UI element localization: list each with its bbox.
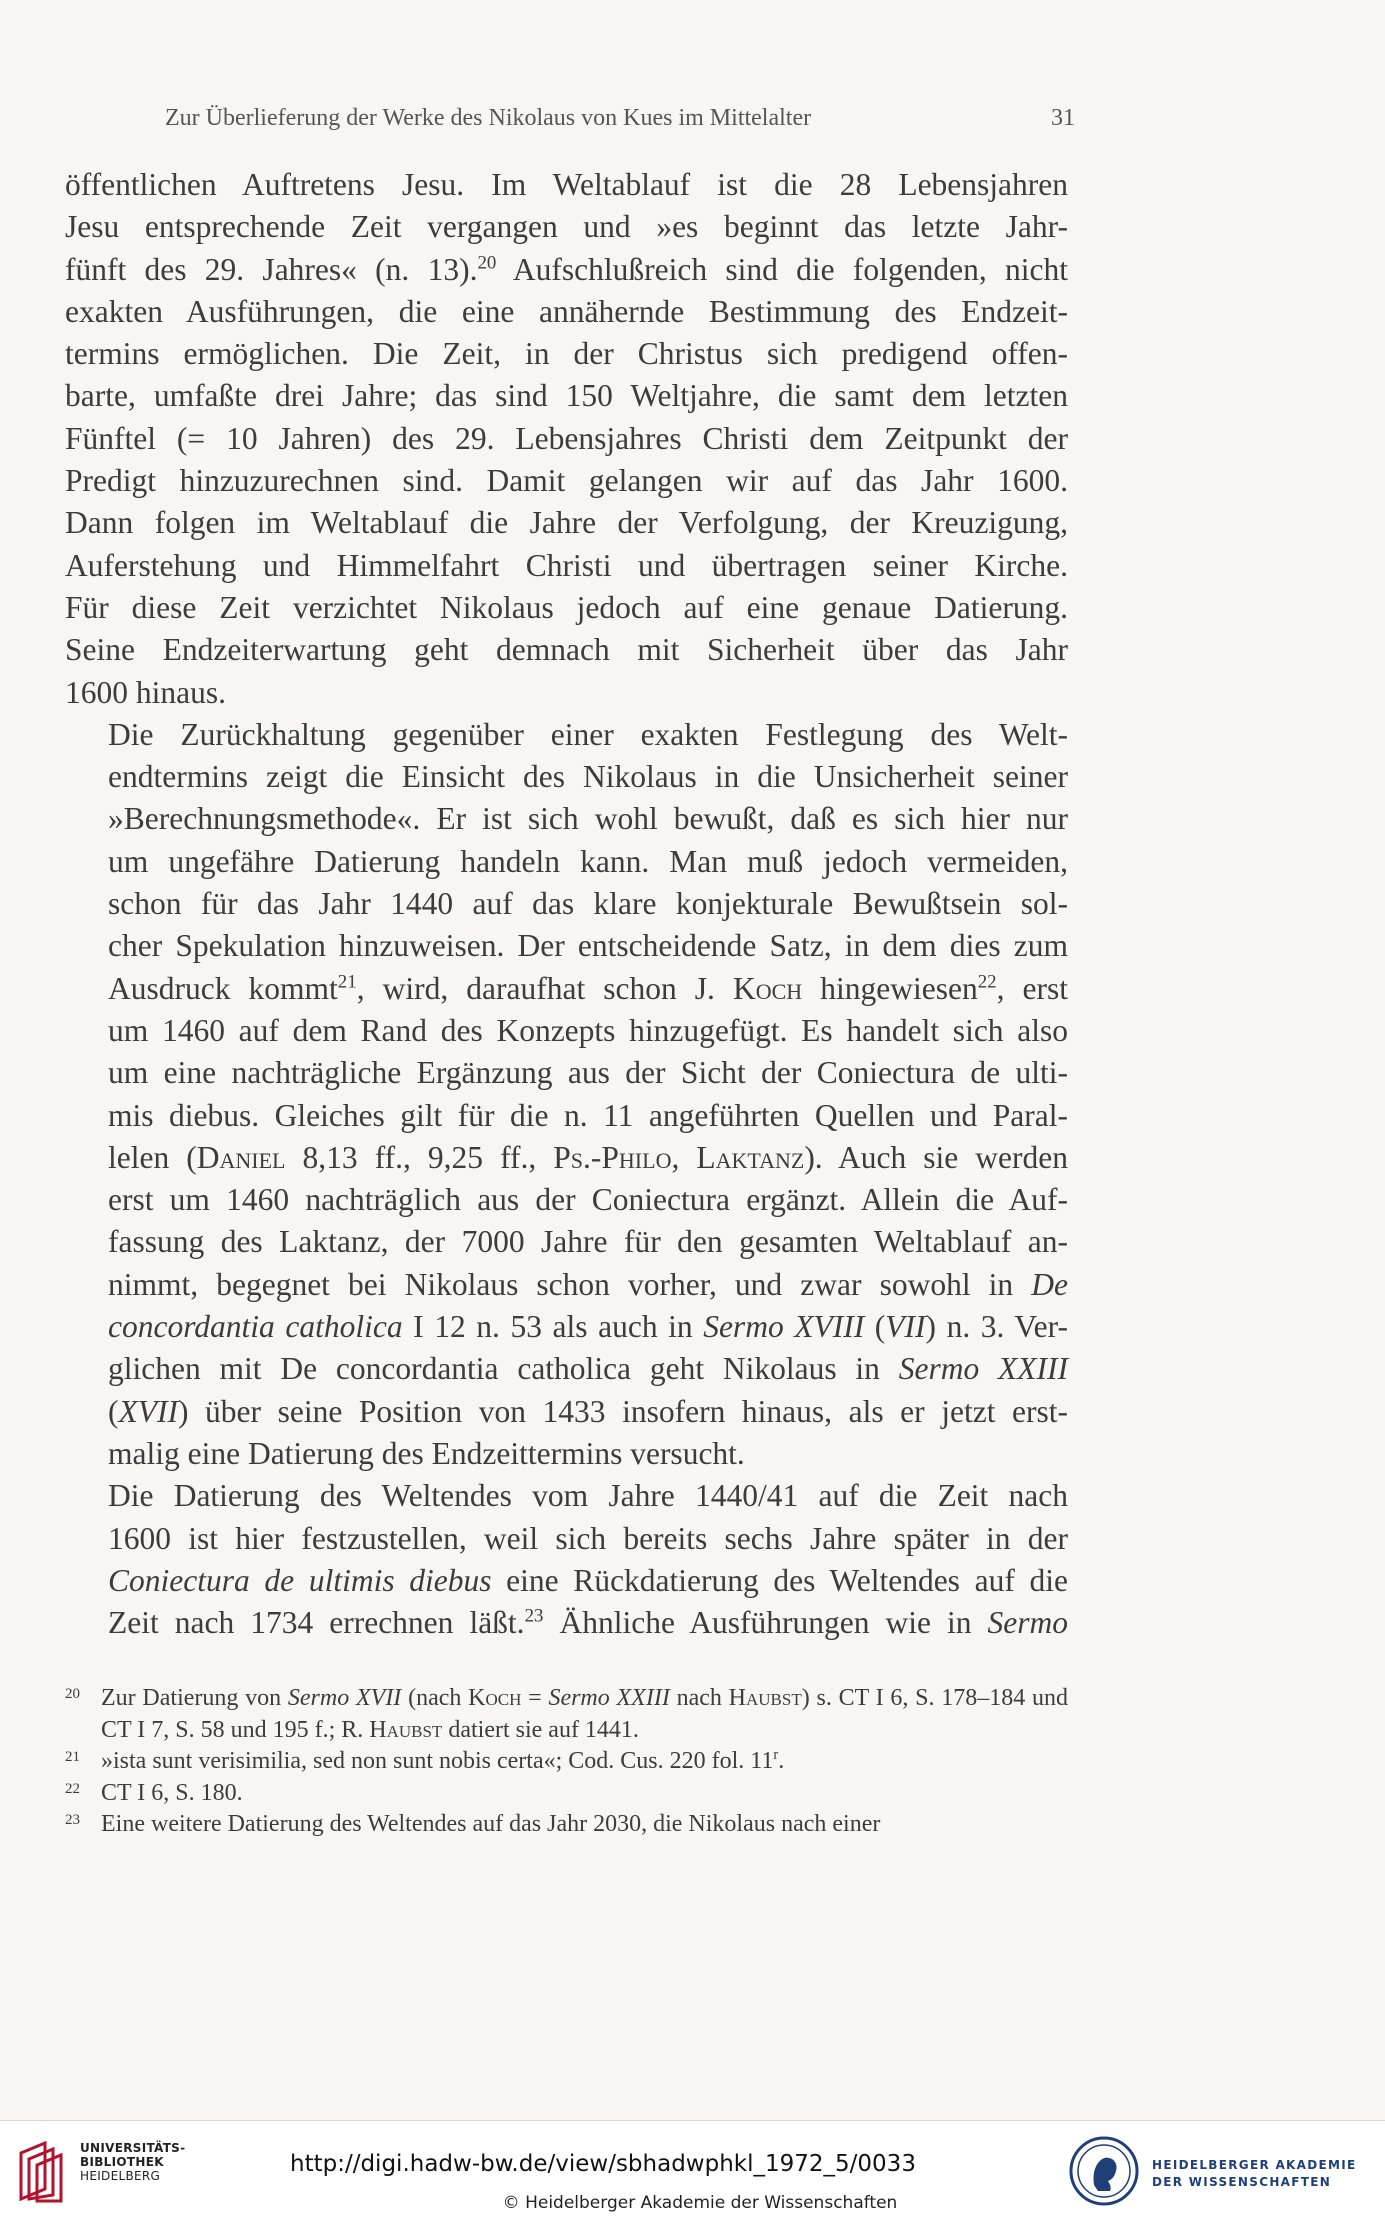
footnote-number: 23 (65, 1812, 80, 1828)
digitization-footer (0, 2120, 1385, 2220)
text-line: 1600 ist hier festzustellen, weil sich bereits sechs Jahre später in der (108, 1520, 1068, 1556)
text-line: malig eine Datierung des Endzeittermins versucht. (108, 1435, 745, 1471)
text-line: Predigt hinzuzurechnen sind. Damit gelangen wir auf das Jahr 1600. (65, 463, 1068, 499)
text-line: (XVII) über seine Position von 1433 insofern hinaus, als er jetzt erst- (108, 1393, 1068, 1429)
text-line: endtermins zeigt die Einsicht des Nikolaus in die Unsicherheit seiner (108, 759, 1068, 795)
copyright-notice: © Heidelberger Akademie der Wissenschaften (502, 2193, 898, 2213)
academy-seal-icon[interactable] (1068, 2135, 1140, 2207)
footnote-ref-21[interactable]: 21 (337, 971, 357, 993)
footnote-number: 21 (65, 1749, 80, 1765)
text-line: 1600 hinaus. (65, 674, 226, 710)
page-number: 31 (1051, 105, 1075, 131)
academy-name: HEIDELBERGER AKADEMIE DER WISSENSCHAFTEN (1152, 2158, 1357, 2189)
text-line: Ausdruck kommt$^{21}$, wird, daraufhat schon J. Koch hingewiesen$^{22}$, erst (108, 970, 1069, 1006)
footnotes (65, 1683, 1068, 1841)
text-line: um ungefähre Datierung handeln kann. Man muß jedoch vermeiden, (108, 843, 1068, 879)
text-line: Jesu entsprechende Zeit vergangen und »es beginnt das letzte Jahr- (65, 209, 1068, 245)
text-line: erst um 1460 nachträglich aus der Coniectura ergänzt. Allein die Auf- (108, 1182, 1068, 1218)
text-line: mis diebus. Gleiches gilt für die n. 11 angeführten Quellen und Paral- (108, 1097, 1068, 1133)
text-line: Zeit nach 1734 errechnen läßt.$^{23}$ Ähnliche Ausführungen wie in Sermo (108, 1605, 1069, 1641)
permalink-url[interactable]: http://digi.hadw-bw.de/view/sbhadwphkl_1972_5/0033 (290, 2151, 916, 2177)
text-line: Die Datierung des Weltendes vom Jahre 1440/41 auf die Zeit nach (108, 1478, 1068, 1514)
footnote-number: 20 (65, 1686, 80, 1702)
text-line: um eine nachträgliche Ergänzung aus der Sicht der Coniectura de ulti- (108, 1055, 1068, 1091)
text-line: Seine Endzeiterwartung geht demnach mit Sicherheit über das Jahr (65, 632, 1068, 668)
text-line: »Berechnungsmethode«. Er ist sich wohl bewußt, daß es sich hier nur (108, 801, 1068, 837)
footnote-number: 22 (65, 1780, 80, 1797)
university-library-logo-icon[interactable] (15, 2139, 73, 2203)
text-line: öffentlichen Auftretens Jesu. Im Weltablauf ist die 28 Lebensjahren (65, 167, 1068, 202)
text-line: nimmt, begegnet bei Nikolaus schon vorher, und zwar sowohl in De (108, 1266, 1068, 1302)
footnote-22: 22 CT I 6, S. 180. (65, 1778, 1068, 1810)
text-line: schon für das Jahr 1440 auf das klare konjekturale Bewußtsein sol- (108, 886, 1068, 922)
text-line: cher Spekulation hinzuweisen. Der entscheidende Satz, in dem dies zum (108, 928, 1068, 964)
paragraph-2 (65, 714, 1068, 1475)
paragraph-1 (65, 164, 1068, 714)
text-line: barte, umfaßte drei Jahre; das sind 150 Weltjahre, die samt dem letzten (65, 378, 1068, 414)
footnote-20: 20 Zur Datierung von Sermo XVII (nach Koch = Sermo XXIII nach Haubst) s. CT I 6, S. 178–184 und CT I 7, S. 58 und 195 f.; R. Haubst datiert sie auf 1441. (65, 1683, 1068, 1746)
library-name: UNIVERSITÄTS- BIBLIOTHEK HEIDELBERG (80, 2141, 186, 2183)
text-line: termins ermöglichen. Die Zeit, in der Christus sich predigend offen- (65, 336, 1068, 372)
text-line: glichen mit De concordantia catholica geht Nikolaus in Sermo XXIII (108, 1351, 1068, 1387)
text-line: Dann folgen im Weltablauf die Jahre der Verfolgung, der Kreuzigung, (65, 505, 1068, 541)
running-title: Zur Überlieferung der Werke des Nikolaus von Kues im Mittelalter (165, 105, 812, 131)
text-line: Auferstehung und Himmelfahrt Christi und übertragen seiner Kirche. (65, 547, 1068, 583)
text-line: fünft des 29. Jahres« (n. 13).$^{20}$ Aufschlußreich sind die folgenden, nicht (65, 251, 1068, 287)
text-line: um 1460 auf dem Rand des Konzepts hinzugefügt. Es handelt sich also (108, 1012, 1068, 1048)
text-line: concordantia catholica I 12 n. 53 als auch in Sermo XVIII (VII) n. 3. Ver- (108, 1309, 1068, 1345)
footnote-23: 23 Eine weitere Datierung des Weltendes auf das Jahr 2030, die Nikolaus nach einer (65, 1809, 1068, 1841)
text-line: lelen (Daniel 8,13 ff., 9,25 ff., Ps.-Philo, Laktanz). Auch sie werden (108, 1139, 1068, 1175)
main-text (65, 164, 1068, 1644)
author-name: Koch (732, 970, 803, 1006)
text-line: exakten Ausführungen, die eine annähernde Bestimmung des Endzeit- (65, 293, 1068, 329)
paragraph-3 (65, 1475, 1068, 1644)
text-line: Die Zurückhaltung gegenüber einer exakten Festlegung des Welt- (108, 716, 1068, 752)
footnote-ref-23[interactable]: 23 (524, 1605, 544, 1627)
text-line: Coniectura de ultimis diebus eine Rückdatierung des Weltendes auf die (108, 1562, 1068, 1598)
text-line: Für diese Zeit verzichtet Nikolaus jedoch auf eine genaue Datierung. (65, 589, 1068, 625)
text-line: fassung des Laktanz, der 7000 Jahre für den gesamten Weltablauf an- (108, 1224, 1068, 1260)
footnote-ref-22[interactable]: 22 (977, 971, 997, 993)
text-line: Fünftel (= 10 Jahren) des 29. Lebensjahres Christi dem Zeitpunkt der (65, 420, 1068, 456)
footnote-21: 21 »ista sunt verisimilia, sed non sunt nobis certa«; Cod. Cus. 220 fol. 11$^r$. (65, 1746, 1068, 1778)
footnote-ref-20[interactable]: 20 (477, 252, 497, 274)
